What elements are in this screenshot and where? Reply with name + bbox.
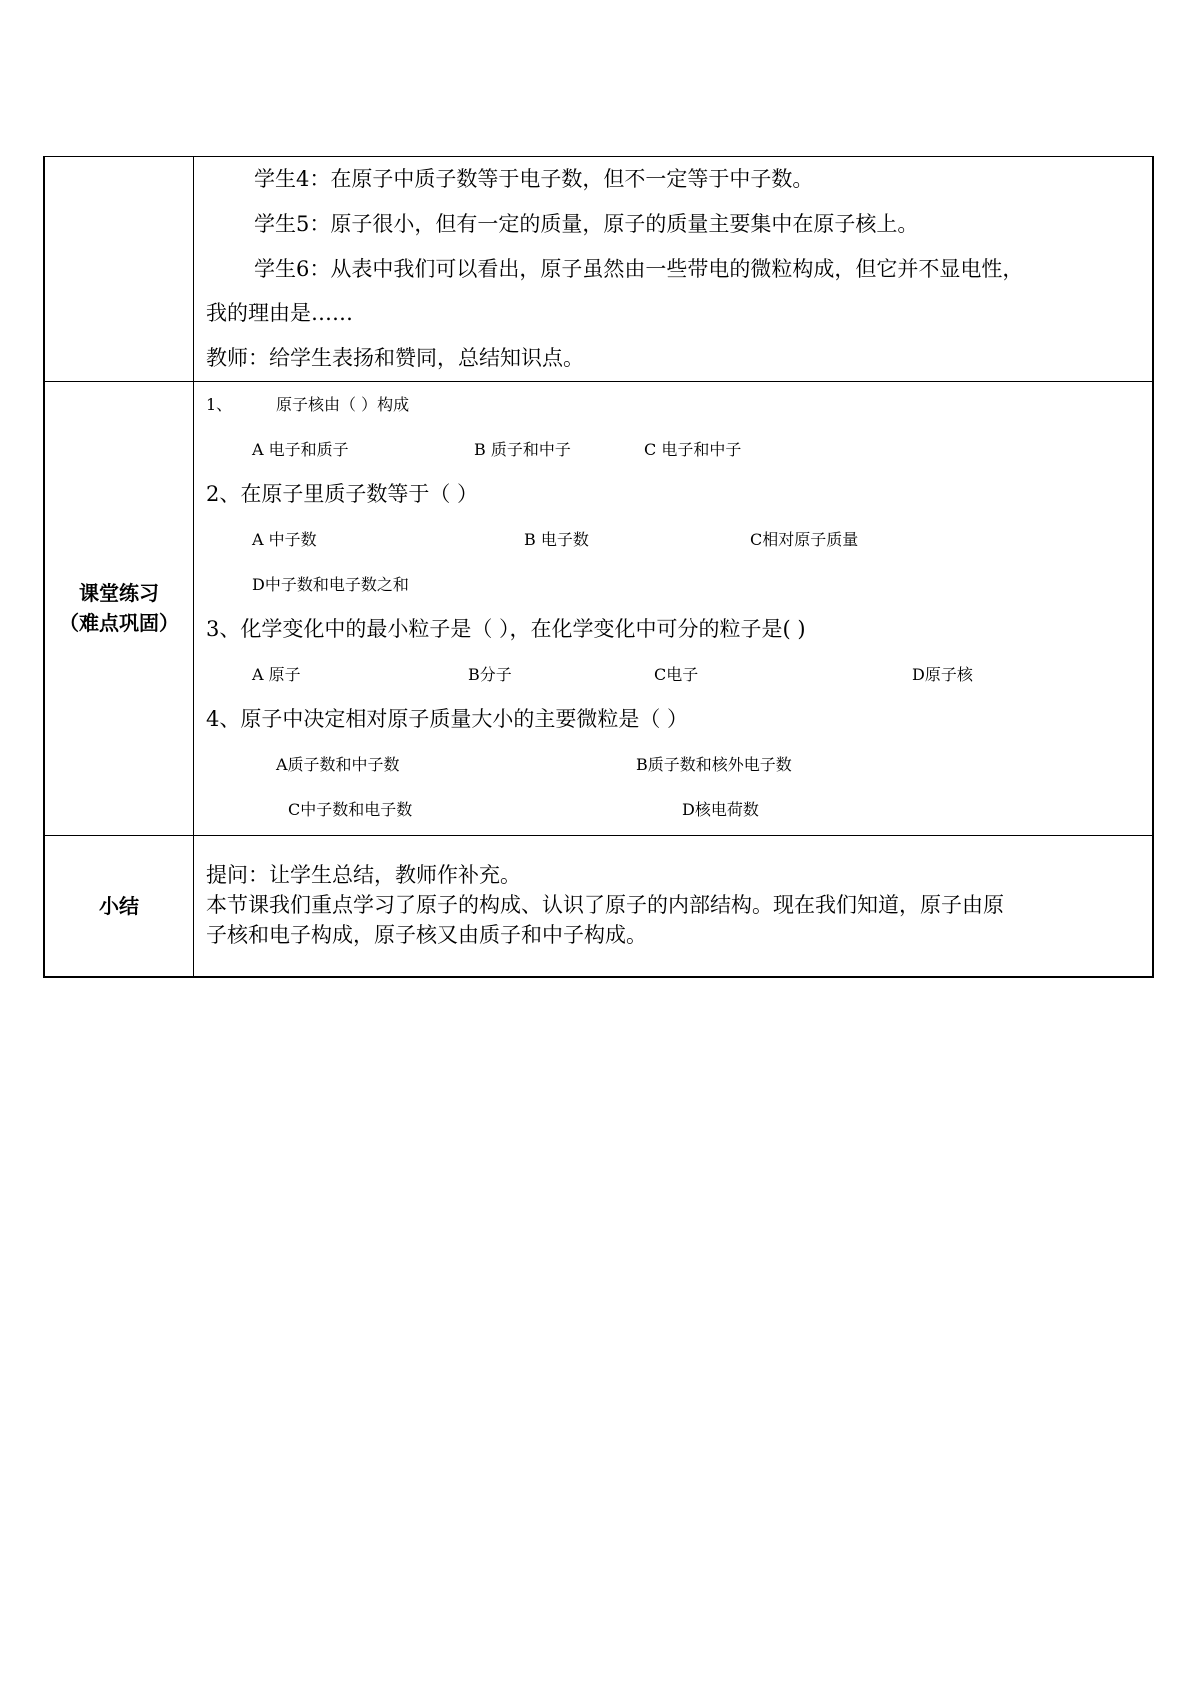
summary-question-line: 提问：让学生总结，教师作补充。 (206, 862, 521, 887)
q4-option-d: D核电荷数 (682, 799, 759, 819)
q2-option-a: A 中子数 (252, 529, 317, 549)
practice-row (44, 381, 1153, 835)
q1-option-b: B 质子和中子 (474, 439, 571, 459)
q2-option-b: B 电子数 (524, 529, 589, 549)
q3-option-d: D原子核 (912, 664, 973, 684)
question-3-options (206, 652, 1140, 697)
teacher-line: 教师：给学生表扬和赞同，总结知识点。 (206, 346, 584, 371)
lesson-plan-table (43, 156, 1154, 978)
q4-option-a: A质子数和中子数 (276, 754, 400, 774)
student-6-continuation: 我的理由是…… (206, 301, 353, 326)
question-2-text: 2、在原子里质子数等于（ ） (206, 481, 479, 506)
student-4-line: 学生4：在原子中质子数等于电子数，但不一定等于中子数。 (254, 167, 814, 191)
discussion-label-cell (44, 157, 194, 382)
q3-option-a: A 原子 (252, 664, 301, 684)
q3-option-b: B分子 (468, 664, 512, 684)
question-3-text: 3、化学变化中的最小粒子是（ ），在化学变化中可分的粒子是( ) (206, 616, 806, 641)
q1-option-a: A 电子和质子 (252, 439, 349, 459)
practice-label: 课堂练习 (79, 581, 159, 606)
question-4-options-2 (206, 787, 1140, 832)
discussion-row (44, 157, 1153, 382)
q4-option-c: C中子数和电子数 (288, 799, 413, 819)
question-2-options (206, 517, 1140, 562)
summary-text-line-1: 本节课我们重点学习了原子的构成、认识了原子的内部结构。现在我们知道，原子由原 (206, 892, 1004, 917)
summary-content-cell (194, 835, 1154, 977)
question-2-options-2 (206, 562, 1140, 607)
summary-label: 小结 (99, 894, 139, 919)
question-4-options (206, 742, 1140, 787)
q2-option-c: C相对原子质量 (750, 529, 859, 549)
q4-option-b: B质子数和核外电子数 (636, 754, 792, 774)
practice-label-cell (44, 381, 194, 835)
question-1-text: 原子核由（ ）构成 (276, 394, 410, 414)
practice-sublabel: （难点巩固） (59, 611, 179, 636)
summary-label-cell (44, 835, 194, 977)
question-1 (206, 382, 1140, 427)
q1-option-c: C 电子和中子 (644, 439, 742, 459)
student-6-line: 学生6：从表中我们可以看出，原子虽然由一些带电的微粒构成，但它并不显电性， (254, 256, 1024, 281)
question-1-number: 1、 (206, 394, 233, 414)
practice-content-cell (194, 381, 1154, 835)
q2-option-d: D中子数和电子数之和 (252, 574, 409, 594)
question-4-text: 4、原子中决定相对原子质量大小的主要微粒是（ ） (206, 706, 689, 731)
student-5-line: 学生5：原子很小，但有一定的质量，原子的质量主要集中在原子核上。 (254, 211, 919, 236)
discussion-content-cell (194, 157, 1154, 382)
q3-option-c: C电子 (654, 664, 699, 684)
summary-text-line-2: 子核和电子构成，原子核又由质子和中子构成。 (206, 922, 647, 947)
summary-row (44, 835, 1153, 977)
question-1-options (206, 427, 1140, 472)
